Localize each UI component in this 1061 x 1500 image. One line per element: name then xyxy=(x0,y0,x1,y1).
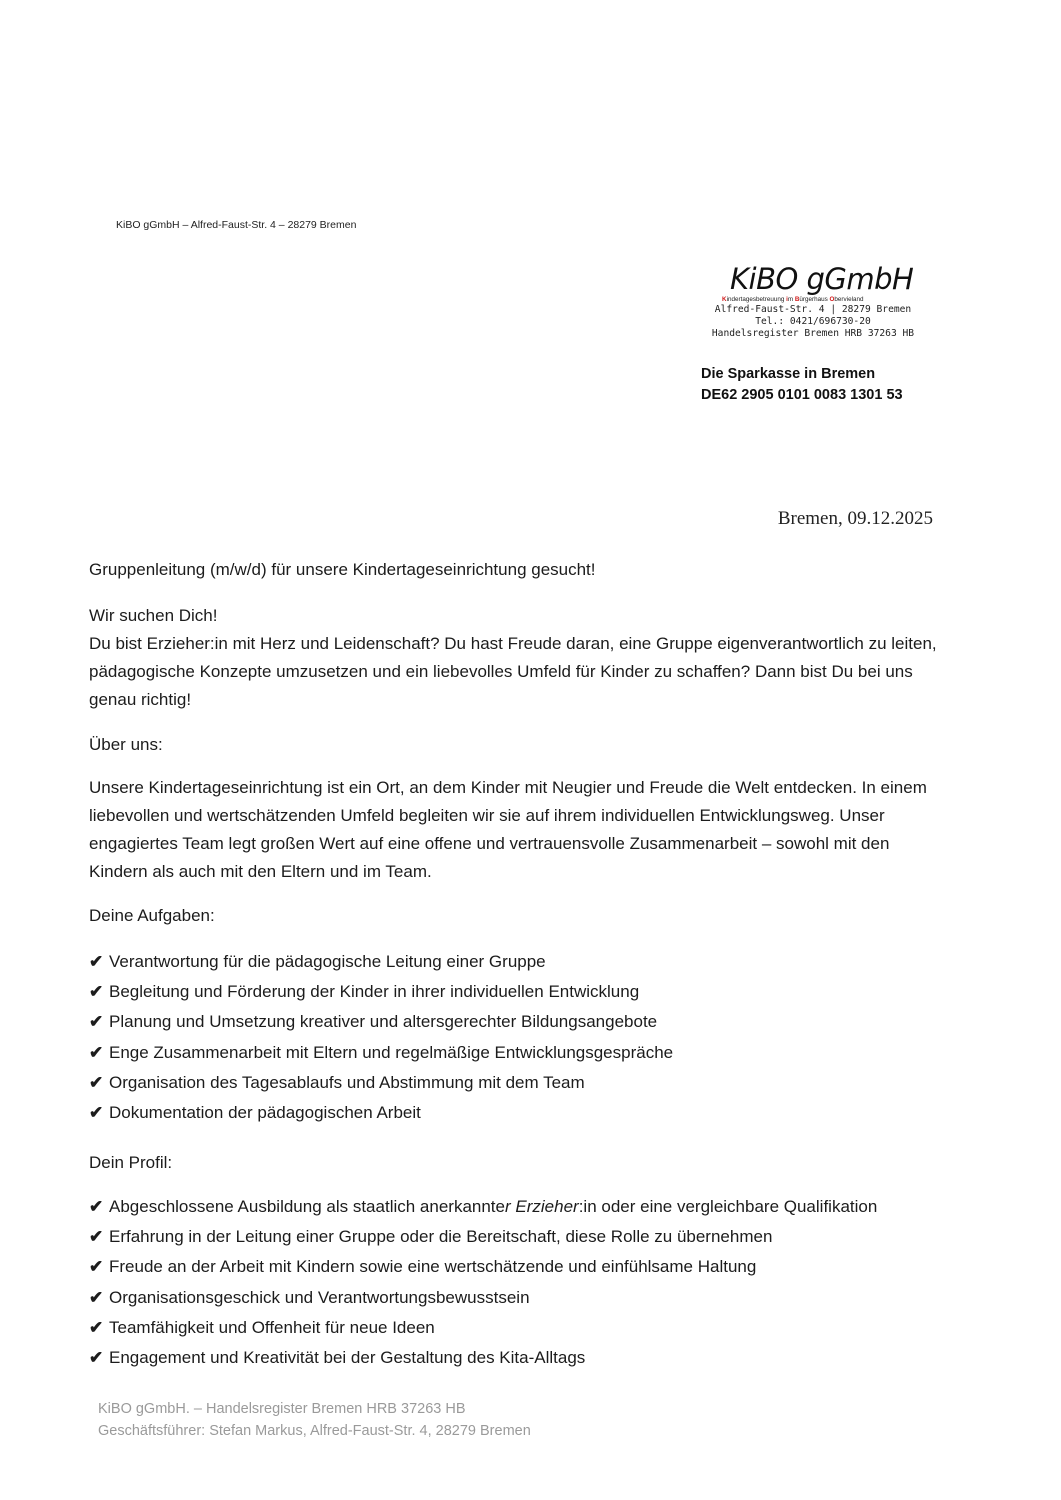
company-address: Alfred-Faust-Str. 4 | 28279 Bremen xyxy=(714,304,912,315)
bank-iban: DE62 2905 0101 0083 1301 53 xyxy=(701,387,903,403)
profile-item xyxy=(89,1222,951,1252)
checkmark-icon: ✔ xyxy=(89,1012,104,1032)
footer-line-register: KiBO gGmbH. – Handelsregister Bremen HRB 37263 HB xyxy=(98,1401,466,1417)
footer-line-manager: Geschäftsführer: Stefan Markus, Alfred-Faust-Str. 4, 28279 Bremen xyxy=(98,1423,531,1439)
task-item xyxy=(89,1098,951,1128)
profile-item xyxy=(89,1343,951,1373)
intro-greeting: Wir suchen Dich! xyxy=(89,606,218,625)
bank-details xyxy=(701,364,903,406)
tasks-heading: Deine Aufgaben: xyxy=(89,906,215,925)
logo-subtitle-part: m xyxy=(787,296,795,303)
profile-item-text-after: :in oder eine vergleichbare Qualifikation xyxy=(578,1197,878,1216)
bank-name: Die Sparkasse in Bremen xyxy=(701,366,876,382)
task-item xyxy=(89,1038,951,1068)
task-item-text: Enge Zusammenarbeit mit Eltern und regelmäßige Entwicklungsgespräche xyxy=(109,1042,674,1062)
letter-date: Bremen, 09.12.2025 xyxy=(777,508,933,529)
profile-item xyxy=(89,1192,951,1222)
profile-item xyxy=(89,1252,951,1282)
checkmark-icon: ✔ xyxy=(89,1072,104,1092)
company-register: Handelsregister Bremen HRB 37263 HB xyxy=(711,328,915,339)
profile-item-text: Teamfähigkeit und Offenheit für neue Ideen xyxy=(109,1317,435,1337)
checkmark-icon: ✔ xyxy=(89,1348,104,1368)
checkmark-icon: ✔ xyxy=(89,952,104,971)
intro-paragraph: Du bist Erzieher:in mit Herz und Leidenschaft? Du hast Freude daran, eine Gruppe eigenverantwortlich zu leiten, pädagogische Konzepte umzusetzen und ein liebevolles Umfeld für Kinder zu schaffen? Dann bist Du bei uns genau richtig! xyxy=(89,634,937,709)
checkmark-icon: ✔ xyxy=(89,1257,104,1277)
logo-subtitle-part: O xyxy=(829,296,835,303)
task-item-text: Organisation des Tagesablaufs und Abstimmung mit dem Team xyxy=(109,1072,585,1092)
company-logo-block xyxy=(710,262,930,340)
checkmark-icon: ✔ xyxy=(89,1042,104,1062)
logo-subtitle-part: K xyxy=(722,296,727,303)
logo-subtitle-part: i xyxy=(786,296,788,303)
about-heading: Über uns: xyxy=(89,735,163,754)
company-logo-subtitle xyxy=(710,296,930,304)
logo-subtitle-part: B xyxy=(794,296,800,303)
logo-subtitle-part: bervieland xyxy=(834,296,864,303)
checkmark-icon: ✔ xyxy=(89,1287,104,1307)
profile-item-text-before: Abgeschlossene Ausbildung als staatlich anerkannte xyxy=(109,1197,505,1216)
company-logo-title: KiBO gGmbH xyxy=(730,262,914,296)
profile-heading: Dein Profil: xyxy=(89,1153,173,1172)
task-item xyxy=(89,1007,951,1037)
profile-item-text: Freude an der Arbeit mit Kindern sowie eine wertschätzende und einfühlsame Haltung xyxy=(109,1257,757,1277)
profile-item xyxy=(89,1313,951,1343)
checkmark-icon: ✔ xyxy=(89,1197,104,1216)
logo-subtitle-part: ürgerhaus xyxy=(799,296,830,303)
profile-item-text: Engagement und Kreativität bei der Gestaltung des Kita-Alltags xyxy=(109,1348,586,1368)
task-item xyxy=(89,1068,951,1098)
task-item-text: Dokumentation der pädagogischen Arbeit xyxy=(109,1103,421,1123)
profile-item xyxy=(89,1283,951,1313)
task-item xyxy=(89,977,951,1007)
headline: Gruppenleitung (m/w/d) für unsere Kindertageseinrichtung gesucht! xyxy=(89,560,596,579)
company-phone: Tel.: 0421/696730-20 xyxy=(755,316,871,327)
checkmark-icon: ✔ xyxy=(89,1103,104,1123)
profile-item-text: Erfahrung in der Leitung einer Gruppe oder die Bereitschaft, diese Rolle zu übernehmen xyxy=(109,1227,773,1247)
profile-item-text-italic: r Erzieher xyxy=(505,1197,579,1216)
sender-address-line: KiBO gGmbH – Alfred-Faust-Str. 4 – 28279 Bremen xyxy=(116,219,357,231)
task-item-text: Planung und Umsetzung kreativer und altersgerechter Bildungsangebote xyxy=(109,1012,658,1032)
about-paragraph: Unsere Kindertageseinrichtung ist ein Ort, an dem Kinder mit Neugier und Freude die Welt entdecken. In einem liebevollen und wertschätzenden Umfeld begleiten wir sie auf ihrem individuellen Entwicklungsweg. Unser engagiertes Team legt großen Wert auf eine offene und vertrauensvolle Zusammenarbeit – sowohl mit den Kindern als auch mit den Eltern und im Team. xyxy=(89,778,927,881)
profile-list xyxy=(89,1192,951,1373)
intro-section xyxy=(89,602,951,714)
task-item-text: Begleitung und Förderung der Kinder in ihrer individuellen Entwicklung xyxy=(109,982,640,1002)
tasks-list xyxy=(89,947,951,1128)
checkmark-icon: ✔ xyxy=(89,982,104,1002)
profile-item-text: Organisationsgeschick und Verantwortungsbewusstsein xyxy=(109,1287,530,1307)
logo-subtitle-part: indertagesbetreuung xyxy=(726,296,787,303)
checkmark-icon: ✔ xyxy=(89,1317,104,1337)
checkmark-icon: ✔ xyxy=(89,1227,104,1247)
page-footer xyxy=(98,1398,531,1442)
task-item xyxy=(89,947,951,977)
task-item-text: Verantwortung für die pädagogische Leitung einer Gruppe xyxy=(109,952,546,971)
